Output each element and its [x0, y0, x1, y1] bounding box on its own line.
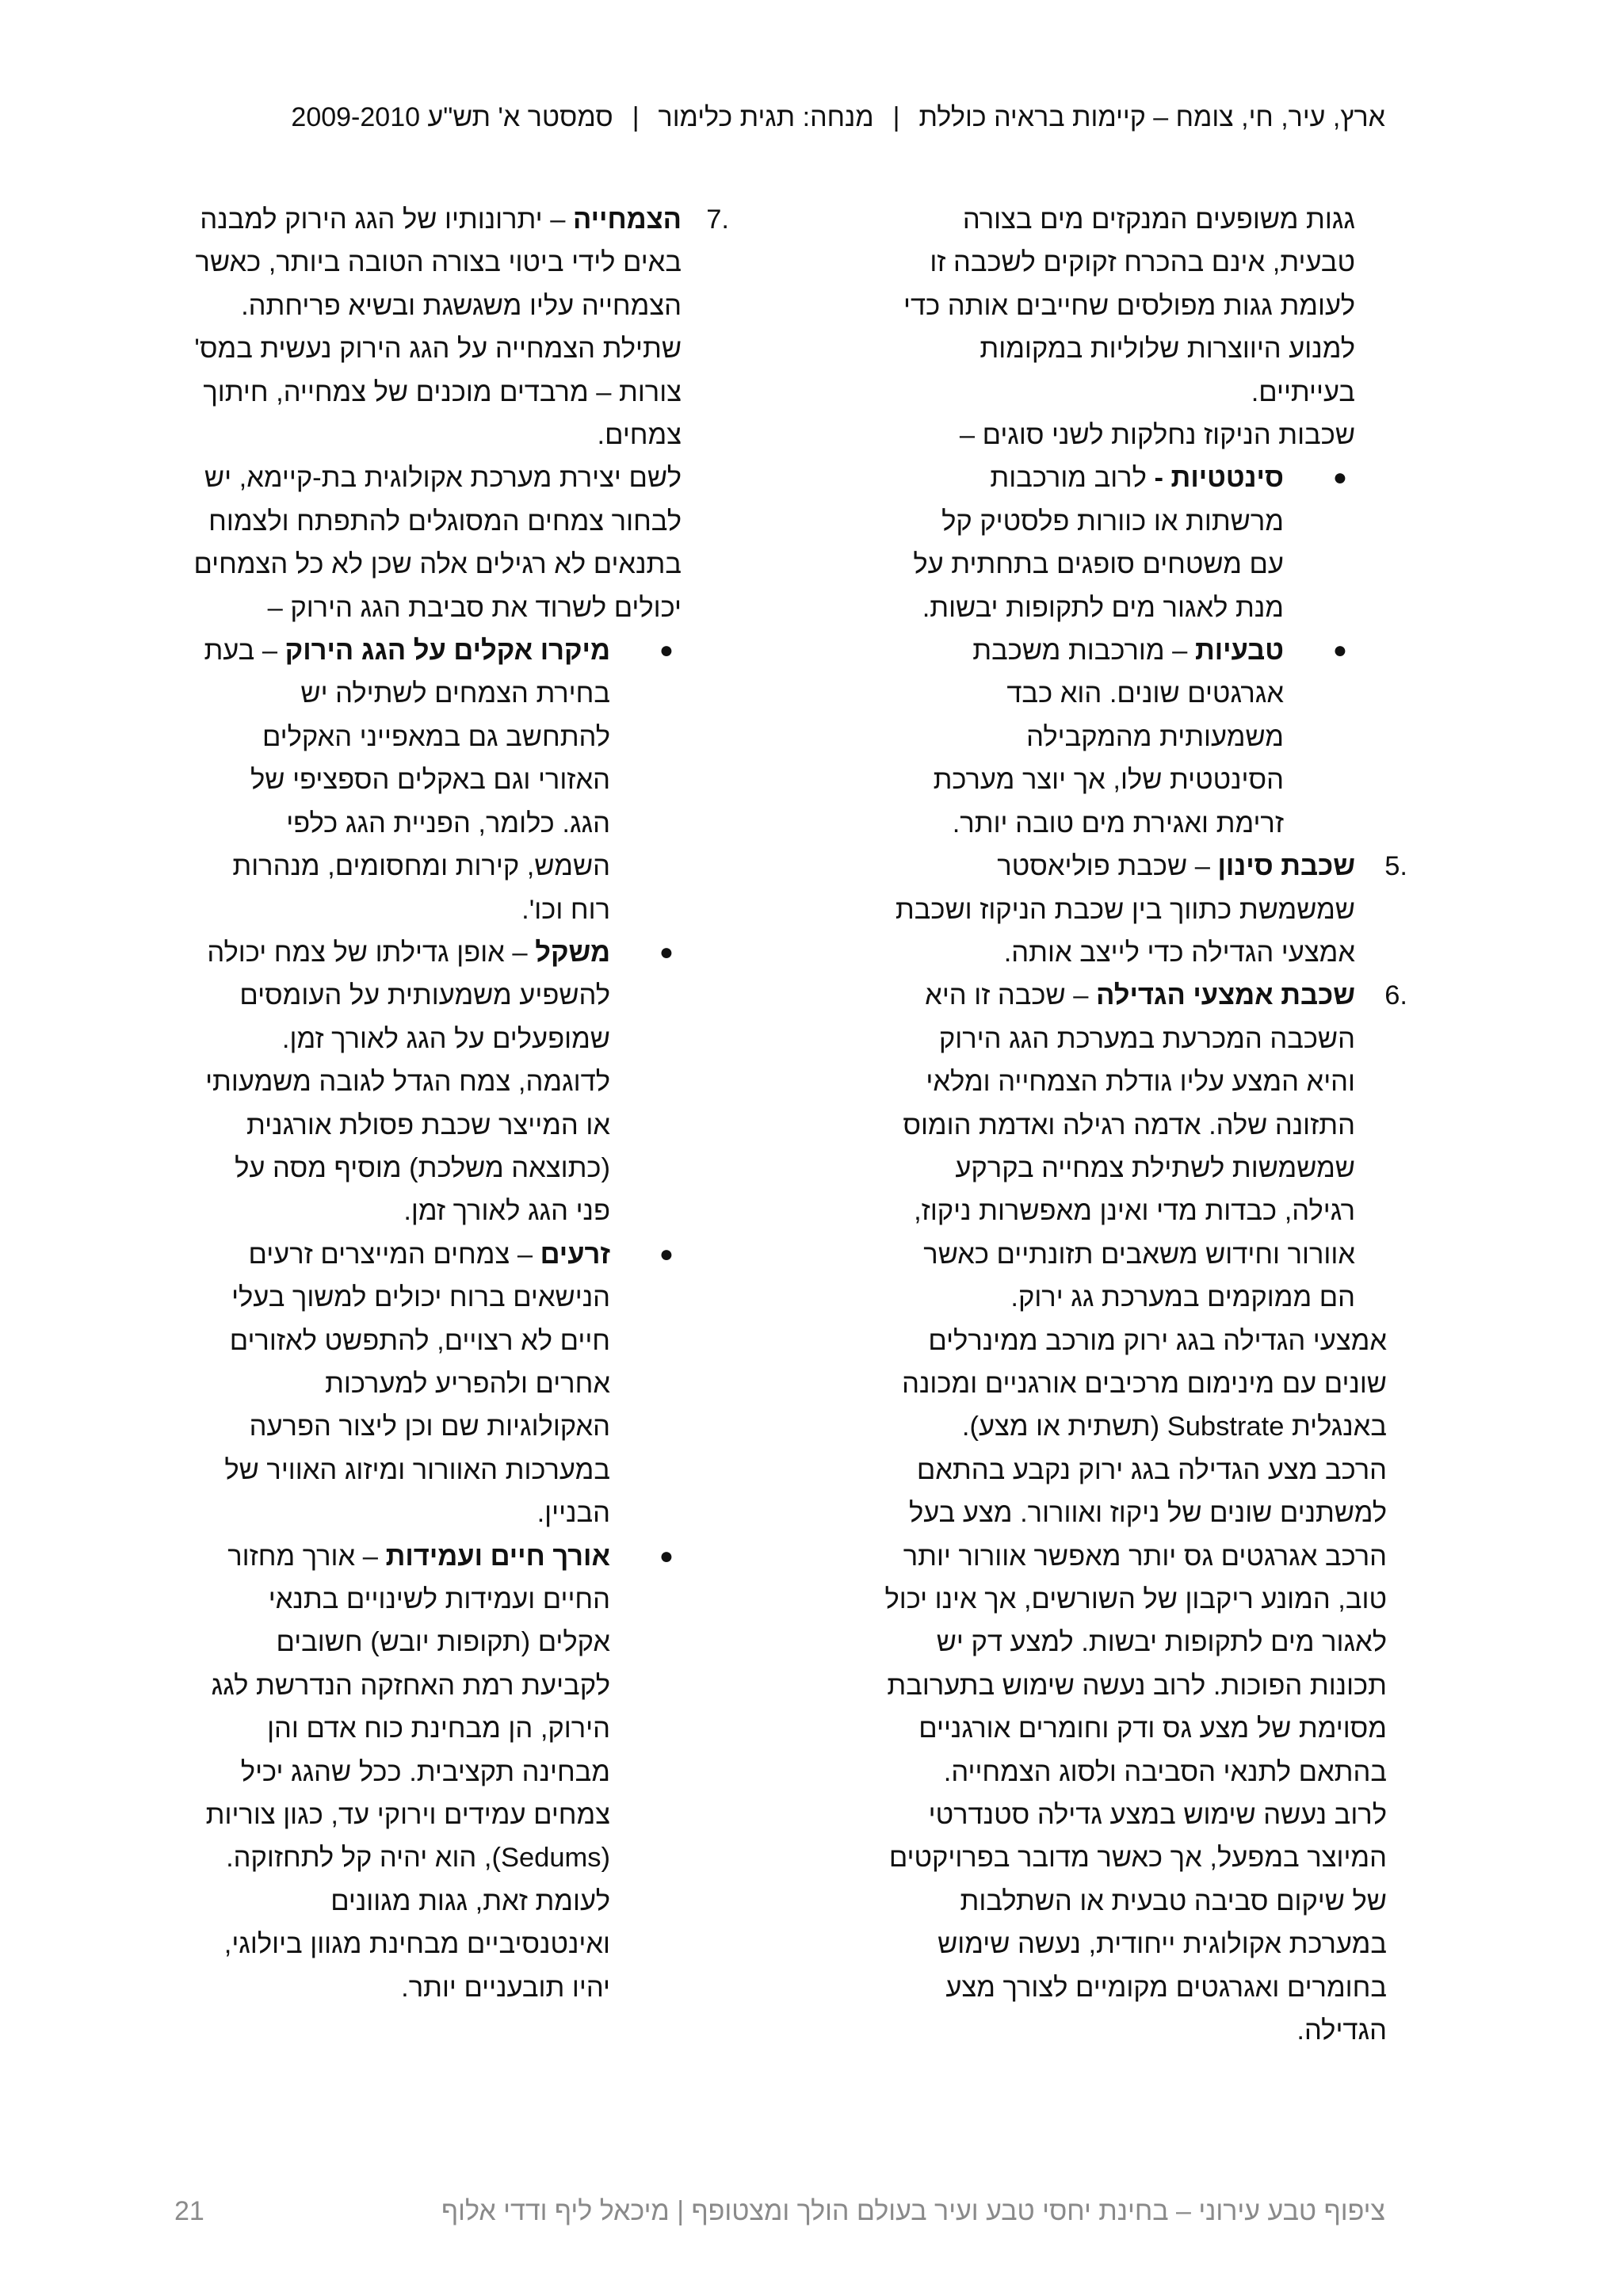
- list-item-5: [800, 845, 1407, 974]
- list-item: [800, 629, 1347, 845]
- text-line: בחומרים ואגרגטים מקומיים לצורך מצע: [945, 1972, 1387, 2003]
- text-line: פני הגג לאורך זמן.: [403, 1196, 610, 1227]
- text-line: לבחור צמחים המסוגלים להתפתח ולצמוח: [208, 506, 682, 537]
- text-line: בעייתיים.: [1251, 376, 1355, 407]
- drainage-types-list: [800, 457, 1347, 845]
- text-line: המיוצר במפעל, אך כאשר מדובר בפרויקטים: [888, 1843, 1387, 1874]
- list-item: [155, 629, 674, 931]
- text-line: – יתרונותיו של הגג הירוק למבנה: [200, 204, 566, 235]
- list-item-7: [155, 198, 729, 457]
- text-line: לרוב מורכבות: [990, 463, 1147, 494]
- list-number: 6.: [1384, 980, 1407, 1011]
- term-bold: אורך חיים ועמידות: [385, 1541, 610, 1572]
- page-number: 21: [174, 2196, 204, 2226]
- text-line: הגדילה.: [1296, 2015, 1387, 2046]
- text-line: צמחים.: [597, 420, 682, 451]
- text-line: אמצעי הגדילה כדי לייצב אותה.: [1003, 937, 1355, 968]
- text-line: והיא המצע עליו גודלת הצמחייה ומלאי: [926, 1067, 1355, 1098]
- text-line: – צמחים המייצרים זרעים: [248, 1239, 533, 1270]
- growth-medium-paragraph: [800, 1320, 1387, 2053]
- term-bold: סינטטיות -: [1154, 463, 1284, 494]
- numbered-list: [800, 845, 1407, 1319]
- term-bold: שכבת סינון: [1217, 851, 1355, 882]
- text-line: לרוב נעשה שימוש במצע גדילה סטנדרטי: [928, 1800, 1387, 1831]
- ecosystem-paragraph: [155, 457, 682, 629]
- text-line: הם ממוקמים במערכת גג ירוק.: [1010, 1282, 1355, 1313]
- list-item-6: [800, 974, 1407, 1319]
- drainage-intro: שכבות הניקוז נחלקות לשני סוגים –: [959, 420, 1355, 451]
- text-line: לדוגמה, צמח הגדל לגובה משמעותי: [205, 1067, 610, 1098]
- text-line: האקולוגיות שם וכן ליצור הפרעה: [249, 1412, 610, 1442]
- text-line: חיים לא רצויים, להתפשט לאזורים: [229, 1325, 610, 1356]
- text-line: להתחשב גם במאפייני האקלים: [262, 721, 610, 752]
- text-line: עם משטחים סופגים בתחתית על: [913, 549, 1284, 580]
- text-line: – מורכבות משכבת: [972, 636, 1188, 667]
- list-number: 5.: [1384, 851, 1407, 882]
- text-line: הצמחייה עליו משגשגת ובשיא פריחתה.: [241, 290, 682, 321]
- text-line: בחירת הצמחים לשתילה יש: [300, 678, 610, 709]
- text-line: הסינטטית שלו, אך יוצר מערכת: [933, 765, 1284, 796]
- text-line: תכונות הפוכות. לרוב נעשה שימוש בתערובת: [887, 1670, 1387, 1701]
- list-item: [155, 1233, 674, 1535]
- text-line: מסוימת של מצע גס ודק וחומרים אורגניים: [918, 1713, 1387, 1744]
- text-line: יכולים לשרוד את סביבת הגג הירוק –: [267, 592, 682, 623]
- list-item: [155, 1535, 674, 2009]
- text-line: (Sedums), הוא יהיה קל לתחזוקה.: [226, 1843, 610, 1874]
- text-line: לאגור מים לתקופות יבשות. למצע דק יש: [936, 1627, 1387, 1658]
- text-line: אקלים (תקופות יובש) חשובים: [276, 1627, 610, 1658]
- text-line: במערכות האוורור ומיזוג האוויר של: [224, 1454, 610, 1485]
- header-separator: |: [892, 102, 900, 132]
- right-column: [800, 198, 1407, 2052]
- text-line: או המייצר שכבת פסולת אורגנית: [246, 1110, 610, 1140]
- text-line: – אופן גדילתו של צמח יכולה: [207, 937, 528, 968]
- term-bold: זרעים: [540, 1239, 610, 1270]
- text-line: הירוק, הן מבחינת כוח אדם והן: [267, 1713, 610, 1744]
- text-line: שונים עם מינימום מרכיבים אורגניים ומכונה: [902, 1368, 1387, 1399]
- term-bold: טבעיות: [1194, 636, 1284, 667]
- text-line: במערכת אקולוגית ייחודית, נעשה שימוש: [938, 1929, 1387, 1960]
- header-separator: |: [632, 102, 640, 132]
- text-line: מנת לאגור מים לתקופות יבשות.: [922, 592, 1284, 623]
- text-line: למנוע היווצרות שלוליות במקומות: [980, 334, 1355, 365]
- text-line: השמש, קירות ומחסומים, מנהרות: [232, 851, 610, 882]
- text-line: מרשתות או כוורות פלסטיק קל: [941, 506, 1284, 537]
- text-line: צורות – מרבדים מוכנים של צמחייה, חיתוך: [203, 376, 682, 407]
- text-line: אמצעי הגדילה בגג ירוק מורכב ממינרלים: [928, 1325, 1387, 1356]
- bullet-icon: ●: [659, 637, 674, 664]
- bullet-icon: ●: [659, 1542, 674, 1569]
- text-line: שמשמשות לשתילת צמחייה בקרקע: [955, 1152, 1355, 1183]
- text-line: למשתנים שונים של ניקוז ואוורור. מצע בעל: [909, 1498, 1387, 1529]
- text-line: אגרגטים שונים. הוא כבד: [1006, 678, 1284, 709]
- roof-slope-paragraph: [800, 198, 1355, 457]
- list-item: [155, 931, 674, 1233]
- text-line: שתילת הצמחייה על הגג הירוק נעשית במס': [194, 334, 682, 365]
- bullet-icon: ●: [659, 938, 674, 965]
- term-bold: הצמחייה: [573, 204, 682, 235]
- text-line: הנישאים ברוח יכולים למשוך בעלי: [231, 1282, 610, 1313]
- text-line: באים לידי ביטוי בצורה הטובה ביותר, כאשר: [195, 247, 682, 278]
- text-line: להשפיע משמעותית על העומסים: [239, 980, 610, 1011]
- list-number: 7.: [706, 204, 729, 235]
- text-line: טוב, המונע ריקבון של השורשים, אך אינו יכול: [884, 1584, 1387, 1614]
- footer-text: ציפוף טבע עירוני – בחינת יחסי טבע ועיר בעולם הולך ומצטופף | מיכאל ליף ודדי אלוף: [441, 2196, 1385, 2226]
- text-line: הרכב אגרגטים גס יותר מאפשר אוורור יותר: [903, 1541, 1387, 1572]
- text-line: ואינטנסיביים מבחינת מגוון ביולוגי,: [223, 1929, 610, 1960]
- text-line: – בעת: [204, 636, 278, 667]
- text-line: מבחינה תקציבית. ככל שהגג יכיל: [240, 1756, 610, 1787]
- header-instructor: מנחה: תגית כלימור: [658, 102, 874, 132]
- text-line: של שיקום סביבה טבעית או השתלבות: [960, 1885, 1387, 1916]
- text-line: אחרים ולהפריע למערכות: [325, 1368, 610, 1399]
- term-bold: משקל: [535, 937, 610, 968]
- text-line: טבעית, אינם בהכרח זקוקים לשכבה זו: [930, 247, 1355, 278]
- text-line: – שכבה זו היא: [925, 980, 1089, 1011]
- text-line: לשם יצירת מערכת אקולוגית בת-קיימא, יש: [204, 463, 682, 494]
- text-line: יהיו תובעניים יותר.: [401, 1972, 610, 2003]
- text-line: לעומת זאת, גגות מגוונים: [330, 1885, 610, 1916]
- header-title: ארץ, עיר, חי, צומח – קיימות בראיה כוללת: [918, 102, 1385, 132]
- header-semester: סמסטר א' תש"ע 2009-2010: [291, 102, 613, 132]
- term-bold: שכבת אמצעי הגדילה: [1096, 980, 1355, 1011]
- list-item: [800, 457, 1347, 629]
- text-line: משמעותית מהמקבילה: [1026, 721, 1284, 752]
- text-line: לקביעת רמת האחזקה הנדרשת לגג: [211, 1670, 610, 1701]
- left-column: [155, 198, 729, 2009]
- page-header: [198, 94, 1385, 141]
- text-line: שמשמשת כתווך בין שכבת הניקוז ושכבת: [895, 894, 1355, 925]
- text-line: רגילה, כבדות מדי ואינן מאפשרות ניקוז,: [914, 1196, 1355, 1227]
- text-line: – אורך מחזור: [227, 1541, 378, 1572]
- text-line: האזורי וגם באקלים הספציפי של: [250, 765, 610, 796]
- text-line: – שכבת פוליאסטר: [997, 851, 1210, 882]
- text-line: רוח וכו'.: [521, 894, 610, 925]
- bullet-icon: ●: [1332, 464, 1347, 491]
- text-line: הרכב מצע הגדילה בגג ירוק נקבע בהתאם: [916, 1454, 1387, 1485]
- text-line: החיים ועמידות לשינויים בתנאי: [268, 1584, 610, 1614]
- text-line: השכבה המכרעת במערכת הגג הירוק: [938, 1023, 1355, 1054]
- text-line: התזונה שלה. אדמה רגילה ואדמת הומוס: [903, 1110, 1355, 1140]
- text-line: הבניין.: [537, 1498, 610, 1529]
- page-footer: [166, 2191, 1385, 2231]
- text-line: בתנאים לא רגילים אלה שכן לא כל הצמחים: [193, 549, 682, 580]
- text-line: לעומת גגות מפולסים שחייבים אותה כדי: [903, 290, 1355, 321]
- text-line: שמופעלים על הגג לאורך זמן.: [281, 1023, 610, 1054]
- term-bold: מיקרו אקלים על הגג הירוק: [285, 636, 610, 667]
- text-line: זרימת ואגירת מים טובה יותר.: [952, 808, 1284, 839]
- text-line: צמחים עמידים וירוקי עד, כגון צוריות: [205, 1800, 610, 1831]
- bullet-icon: ●: [659, 1240, 674, 1267]
- text-line: הגג. כלומר, הפניית הגג כלפי: [286, 808, 610, 839]
- text-line: גגות משופעים המנקזים מים בצורה: [962, 204, 1355, 235]
- text-line: (כתוצאה משלכת) מוסיף מסה על: [235, 1152, 610, 1183]
- text-line: באנגלית Substrate (תשתית או מצע).: [961, 1412, 1387, 1442]
- text-line: אוורור וחידוש משאבים תזונתיים כאשר: [923, 1239, 1355, 1270]
- plant-criteria-list: [155, 629, 674, 2009]
- text-line: בהתאם לתנאי הסביבה ולסוג הצמחייה.: [943, 1756, 1387, 1787]
- bullet-icon: ●: [1332, 637, 1347, 664]
